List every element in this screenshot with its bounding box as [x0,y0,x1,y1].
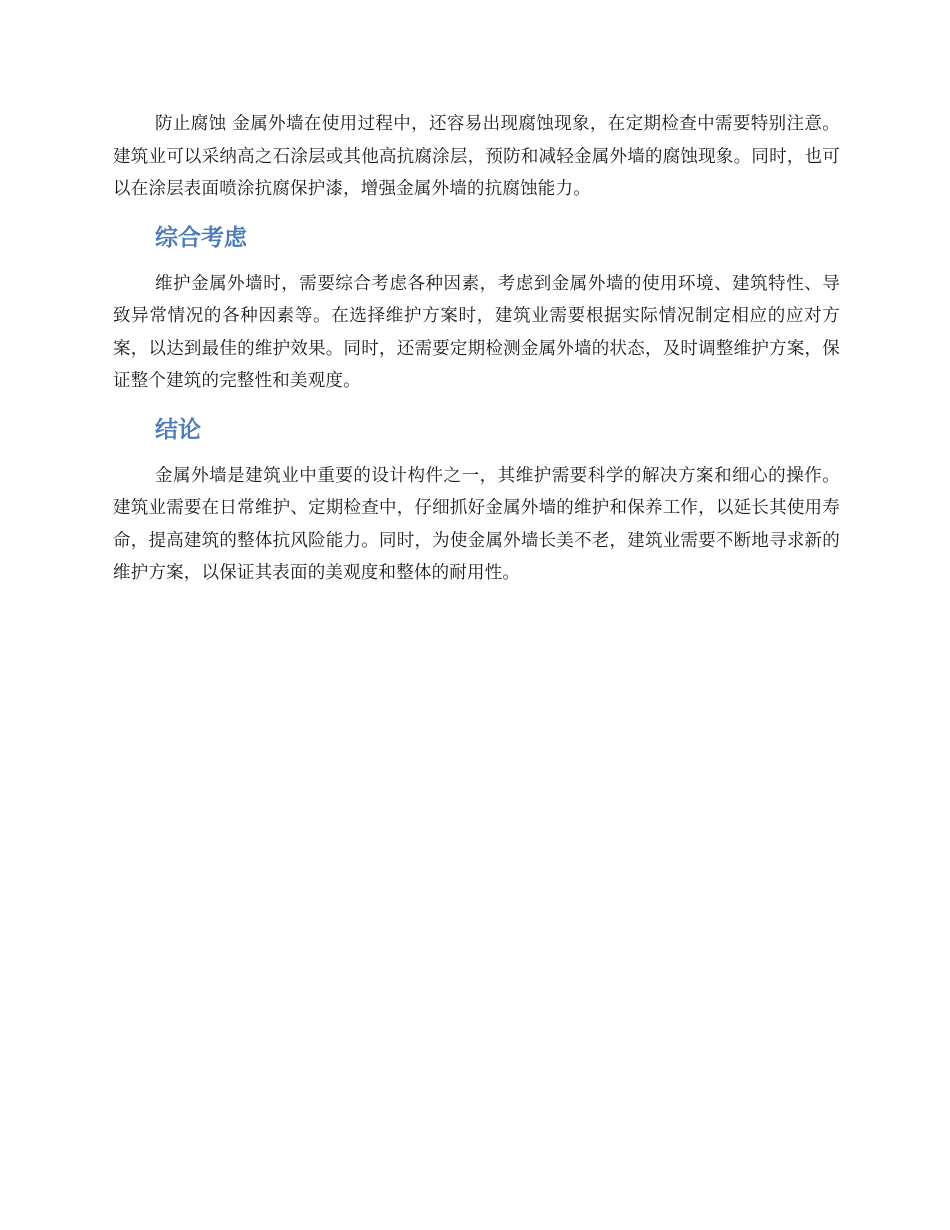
document-page [113,108,840,590]
heading-conclusion: 结论 [155,416,201,443]
heading-comprehensive-consideration: 综合考虑 [155,224,247,251]
paragraph-comprehensive-consideration: 维护金属外墙时，需要综合考虑各种因素，考虑到金属外墙的使用环境、建筑特性、导致异常情况的各种因素等。在选择维护方案时，建筑业需要根据实际情况制定相应的应对方案，以达到最佳的维护效果。同时，还需要定期检测金属外墙的状态，及时调整维护方案，保证整个建筑的完整性和美观度。 [113,273,840,391]
paragraph-conclusion: 金属外墙是建筑业中重要的设计构件之一，其维护需要科学的解决方案和细心的操作。建筑业需要在日常维护、定期检查中，仔细抓好金属外墙的维护和保养工作，以延长其使用寿命，提高建筑的整体抗风险能力。同时，为使金属外墙长美不老，建筑业需要不断地寻求新的维护方案，以保证其表面的美观度和整体的耐用性。 [113,465,840,583]
paragraph-corrosion-prevention: 防止腐蚀 金属外墙在使用过程中，还容易出现腐蚀现象，在定期检查中需要特别注意。建筑业可以采纳高之石涂层或其他高抗腐涂层，预防和减轻金属外墙的腐蚀现象。同时，也可以在涂层表面喷涂抗腐保护漆，增强金属外墙的抗腐蚀能力。 [113,114,840,199]
